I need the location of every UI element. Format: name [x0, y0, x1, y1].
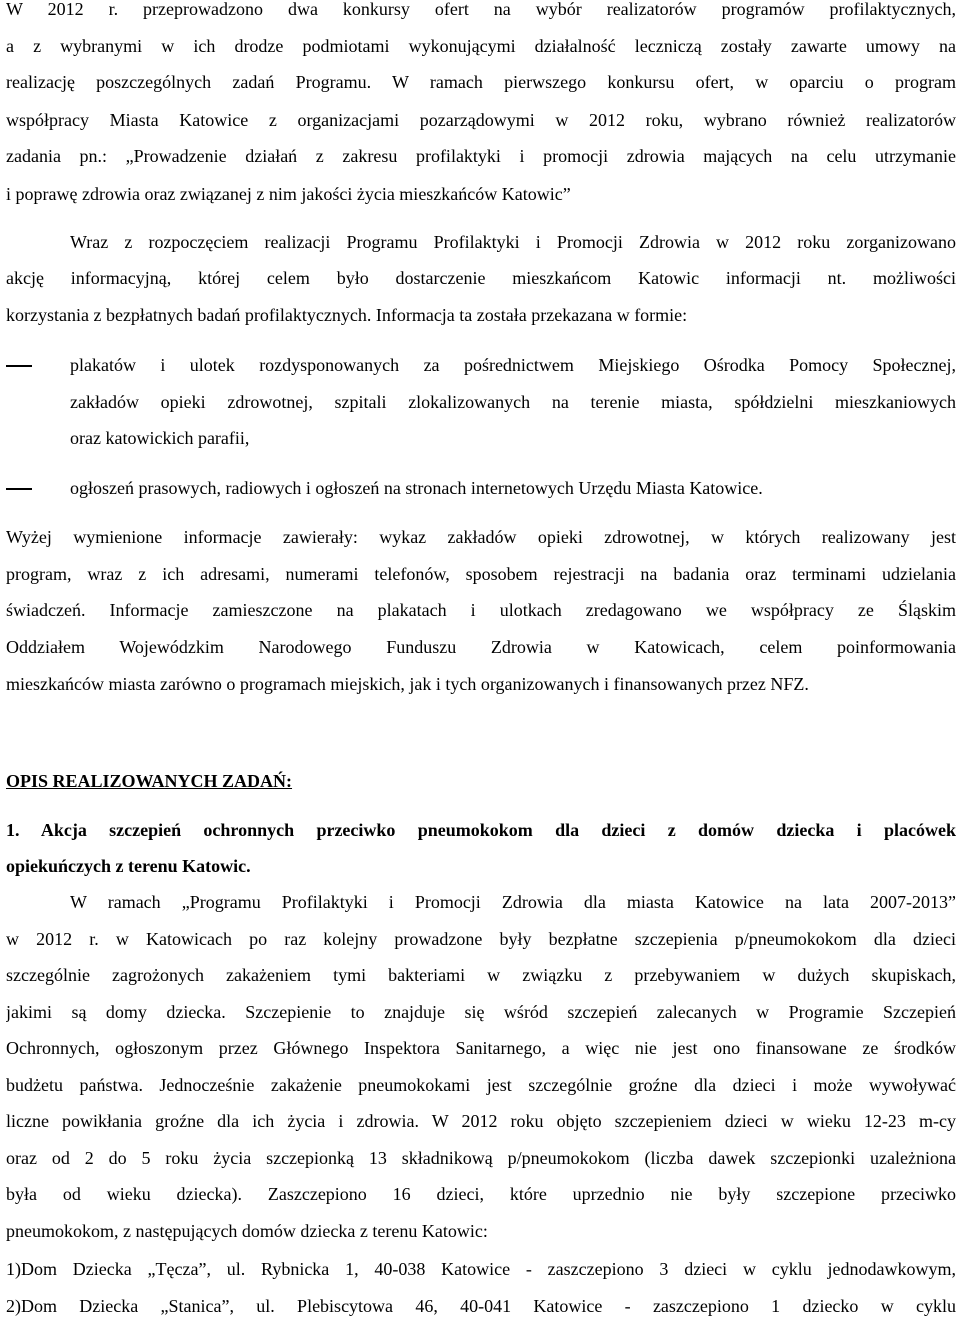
paragraph-line: pneumokokom, z następujących domów dziecka z terenu Katowic:	[6, 1221, 488, 1241]
paragraph-line: budżetu państwa. Jednocześnie zakażenie pneumokokami jest szczególnie groźne dla dzieci i może wywoływać	[6, 1075, 956, 1095]
paragraph-line: akcję informacyjną, której celem było dostarczenie mieszkańcom Katowic informacji nt. możliwości	[6, 268, 956, 288]
paragraph-line: w 2012 r. w Katowicach po raz kolejny prowadzone były bezpłatne szczepienia p/pneumokokom dla dzieci	[6, 929, 956, 949]
paragraph-line: korzystania z bezpłatnych badań profilaktycznych. Informacja ta została przekazana w formie:	[6, 305, 688, 325]
paragraph-line: była od wieku dziecka). Zaszczepiono 16 dzieci, które uprzednio nie były szczepione przeciwko	[6, 1184, 956, 1204]
paragraph-line: program, wraz z ich adresami, numerami telefonów, sposobem rejestracji na badania oraz terminami udzielania	[6, 564, 956, 584]
paragraph-line: Wyżej wymienione informacje zawierały: wykaz zakładów opieki zdrowotnej, w których realizowany jest	[6, 527, 956, 547]
list-item-line: zakładów opieki zdrowotnej, szpitali zlokalizowanych na terenie miasta, spółdzielni mieszkaniowych	[70, 392, 956, 412]
paragraph-line: świadczeń. Informacje zamieszczone na plakatach i ulotkach zredagowano we współpracy ze Śląskim	[6, 600, 956, 620]
paragraph-line: zadania pn.: „Prowadzenie działań z zakresu profilaktyki i promocji zdrowia mających na celu utrzymanie	[6, 146, 956, 166]
paragraph-line: oraz od 2 do 5 roku życia szczepionką 13 składnikową p/pneumokokom (liczba dawek szczepionki uzależniona	[6, 1148, 956, 1168]
paragraph-line: Ochronnych, ogłoszonym przez Głównego Inspektora Sanitarnego, a więc nie jest ono finansowane ze środków	[6, 1038, 956, 1058]
paragraph-line: W ramach „Programu Profilaktyki i Promocji Zdrowia dla miasta Katowice na lata 2007-2013”	[70, 892, 956, 912]
item-heading: 1. Akcja szczepień ochronnych przeciwko pneumokokom dla dzieci z domów dziecka i placówek	[6, 820, 956, 840]
list-bullet-dash	[6, 365, 32, 367]
paragraph-line: realizację poszczególnych zadań Programu. W ramach pierwszego konkursu ofert, w oparciu o program	[6, 72, 956, 92]
section-heading: OPIS REALIZOWANYCH ZADAŃ:	[6, 771, 293, 791]
paragraph-line: jakimi są domy dziecka. Szczepienie to znajduje się wśród szczepień zalecanych w Programie Szczepień	[6, 1002, 956, 1022]
paragraph-line: 2)Dom Dziecka „Stanica”, ul. Plebiscytowa 46, 40-041 Katowice - zaszczepiono 1 dziecko w cyklu	[6, 1296, 956, 1316]
paragraph-line: Oddziałem Wojewódzkim Narodowego Funduszu Zdrowia w Katowicach, celem poinformowania	[6, 637, 956, 657]
list-item-line: oraz katowickich parafii,	[70, 428, 250, 448]
item-heading: opiekuńczych z terenu Katowic.	[6, 856, 251, 876]
paragraph-line: współpracy Miasta Katowice z organizacjami pozarządowymi w 2012 roku, wybrano również realizatorów	[6, 110, 956, 130]
paragraph-line: szczególnie zagrożonych zakażeniem tymi bakteriami w związku z przebywaniem w dużych skupiskach,	[6, 965, 956, 985]
paragraph-line: i poprawę zdrowia oraz związanej z nim jakości życia mieszkańców Katowic”	[6, 184, 571, 204]
paragraph-line: liczne powikłania groźne dla ich życia i zdrowia. W 2012 roku objęto szczepieniem dzieci w wieku 12-23 m-cy	[6, 1111, 956, 1131]
paragraph-line: mieszkańców miasta zarówno o programach miejskich, jak i tych organizowanych i finansowanych przez NFZ.	[6, 674, 809, 694]
paragraph-line: Wraz z rozpoczęciem realizacji Programu Profilaktyki i Promocji Zdrowia w 2012 roku zorganizowano	[70, 232, 956, 252]
list-item-line: plakatów i ulotek rozdysponowanych za pośrednictwem Miejskiego Ośrodka Pomocy Społecznej,	[70, 355, 956, 375]
paragraph-line: 1)Dom Dziecka „Tęcza”, ul. Rybnicka 1, 40-038 Katowice - zaszczepiono 3 dzieci w cyklu jednodawkowym,	[6, 1259, 956, 1279]
list-item-line: ogłoszeń prasowych, radiowych i ogłoszeń na stronach internetowych Urzędu Miasta Katowice.	[70, 478, 763, 498]
paragraph-line: W 2012 r. przeprowadzono dwa konkursy ofert na wybór realizatorów programów profilaktycznych,	[6, 0, 956, 19]
list-bullet-dash	[6, 488, 32, 490]
paragraph-line: a z wybranymi w ich drodze podmiotami wykonującymi działalność leczniczą zostały zawarte umowy na	[6, 36, 956, 56]
